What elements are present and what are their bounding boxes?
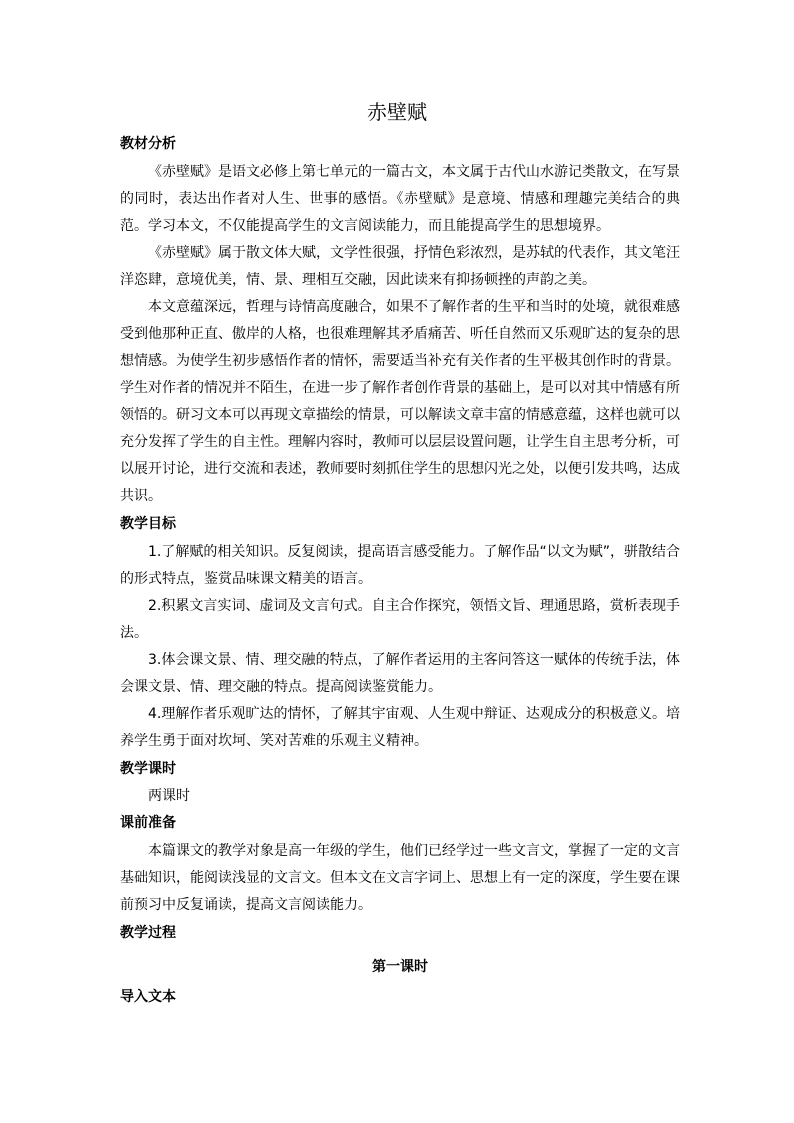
section-heading-preparation: 课前准备 (120, 815, 176, 831)
document-body (120, 132, 680, 1009)
paragraph: 《赤壁赋》是语文必修上第七单元的一篇古文，本文属于古代山水游记类散文，在写景的同时，表达出作者对人生、世事的感悟。《赤壁赋》是意境、情感和理趣完美结合的典范。学习本文，不仅能提高学生的文言阅读能力，而且能提高学生的思想境界。 (120, 164, 680, 234)
section-heading-teaching-goals: 教学目标 (120, 516, 176, 532)
page-title: 赤壁赋 (367, 100, 427, 124)
section-heading-intro: 导入文本 (120, 989, 176, 1005)
goal-item: 2.积累文言实词、虚词及文言句式。自主合作探究，领悟文旨、理通思路，赏析表现手法。 (120, 598, 680, 641)
section-heading-class-hours: 教学课时 (120, 761, 176, 777)
paragraph: 本篇课文的教学对象是高一年级的学生，他们已经学过一些文言文，掌握了一定的文言基础知识，能阅读浅显的文言文。但本文在文言字词上、思想上有一定的深度，学生要在课前预习中反复诵读，提高文言阅读能力。 (120, 843, 680, 913)
paragraph: 本文意蕴深远，哲理与诗情高度融合，如果不了解作者的生平和当时的处境，就很难感受到他那种正直、傲岸的人格，也很难理解其矛盾痛苦、听任自然而又乐观旷达的复杂的思想情感。为使学生初步感悟作者的情怀，需要适当补充有关作者的生平极其创作时的背景。学生对作者的情况并不陌生，在进一步了解作者创作背景的基础上，是可以对其中情感有所领悟的。研习文本可以再现文章描绘的情景，可以解读文章丰富的情感意蕴，这样也就可以充分发挥了学生的自主性。理解内容时，教师可以层层设置问题，让学生自主思考分析，可以展开讨论，进行交流和表述，教师要时刻抓住学生的思想闪光之处，以便引发共鸣，达成共识。 (120, 299, 680, 504)
paragraph: 两课时 (148, 788, 190, 804)
goal-item: 1.了解赋的相关知识。反复阅读，提高语言感受能力。了解作品“以文为赋”，骈散结合的形式特点，鉴赏品味课文精美的语言。 (120, 544, 680, 587)
goal-item: 3.体会课文景、情、理交融的特点，了解作者运用的主客问答这一赋体的传统手法，体会课文景、情、理交融的特点。提高阅读鉴赏能力。 (120, 652, 680, 695)
paragraph: 《赤壁赋》属于散文体大赋，文学性很强，抒情色彩浓烈，是苏轼的代表作，其文笔汪洋恣肆，意境优美，情、景、理相互交融，因此读来有抑扬顿挫的声韵之美。 (120, 245, 680, 288)
subheading-first-lesson: 第一课时 (372, 959, 428, 975)
section-heading-textbook-analysis: 教材分析 (120, 136, 176, 152)
goal-item: 4.理解作者乐观旷达的情怀，了解其宇宙观、人生观中辩证、达观成分的积极意义。培养学生勇于面对坎坷、笑对苦难的乐观主义精神。 (120, 706, 680, 749)
section-heading-teaching-process: 教学过程 (120, 925, 176, 941)
